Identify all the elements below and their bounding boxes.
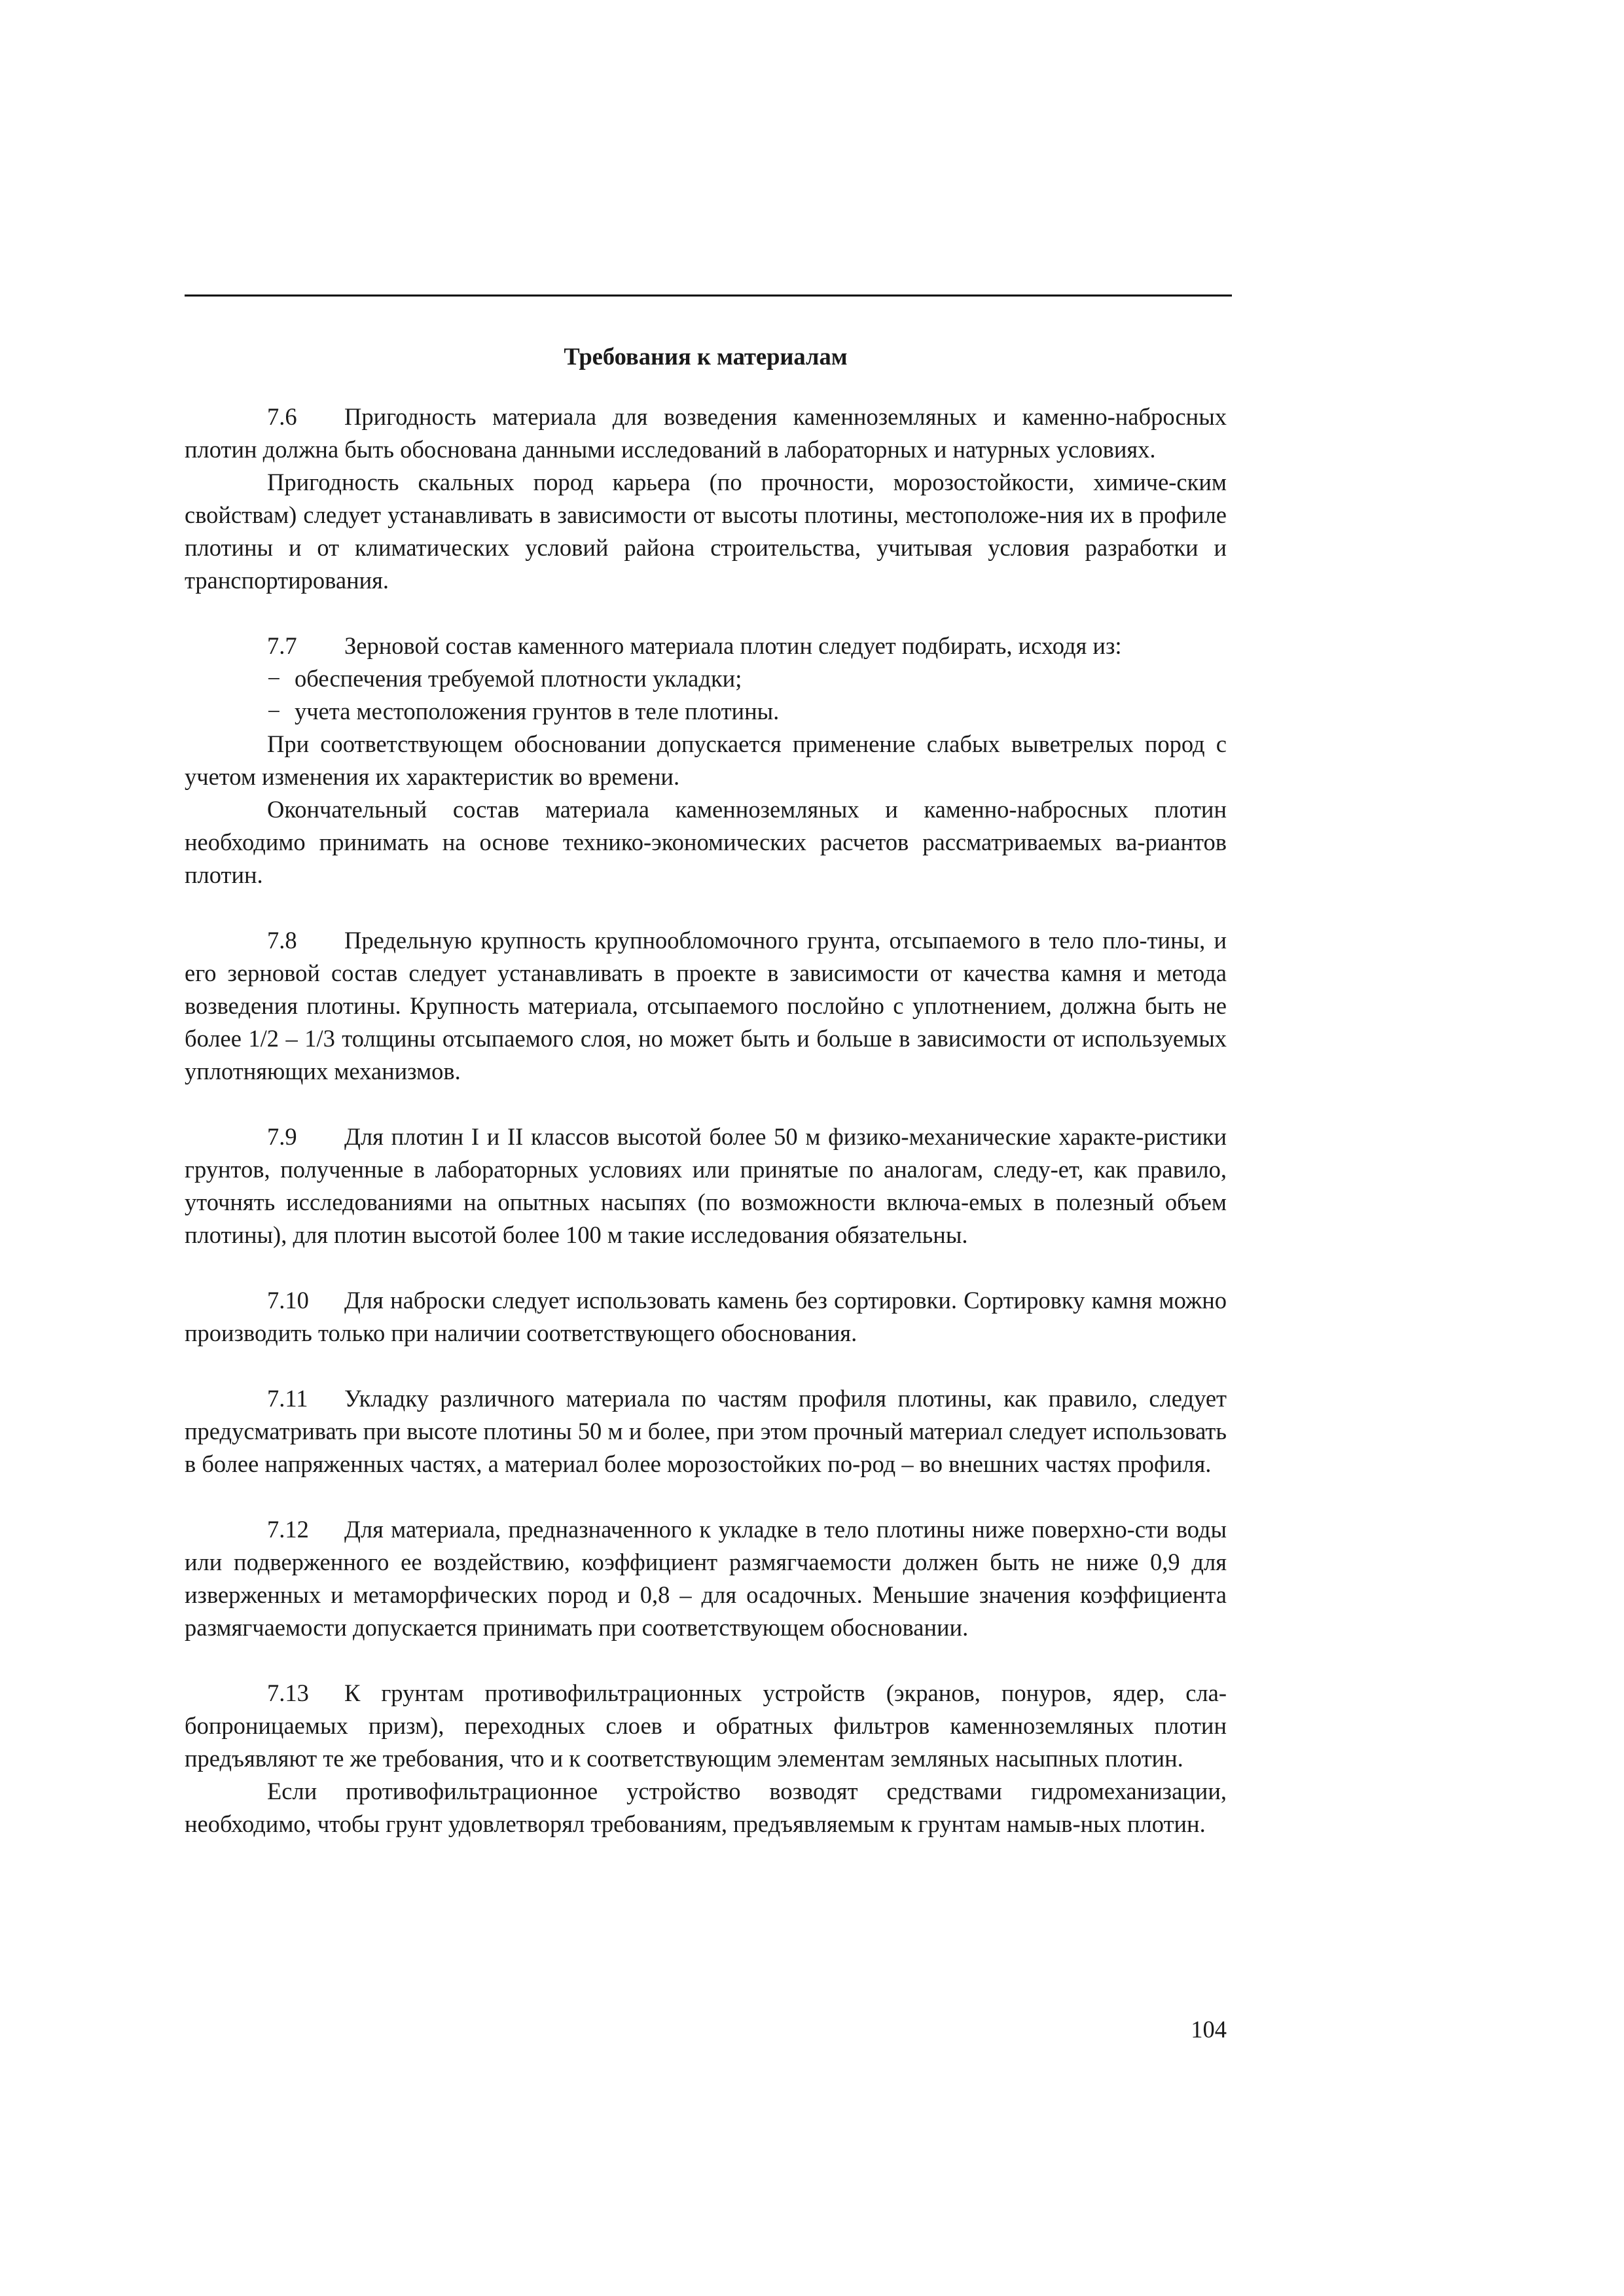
clause-7-12 xyxy=(185,1513,1227,1644)
clause-number: 7.9 xyxy=(267,1123,297,1150)
clause-text: Для материала, предназначенного к укладке в тело плотины ниже поверхно-сти воды или подверженного ее воздействию, коэффициент размягчаемости должен быть не ниже 0,9 для изверженных и метаморфических пород и 0,8 – для осадочных. Меньшие значения коэффициента размягчаемости допускается принимать при соответствующем обосновании. xyxy=(185,1516,1227,1641)
clause-7-7 xyxy=(185,630,1227,662)
clause-7-8 xyxy=(185,924,1227,1088)
clause-number: 7.8 xyxy=(267,927,297,954)
clause-text: Для наброски следует использовать камень без сортировки. Сортировку камня можно производить только при наличии соответствующего обоснования. xyxy=(185,1287,1227,1346)
clause-number: 7.6 xyxy=(267,403,297,430)
paragraph: Если противофильтрационное устройство возводят средствами гидромеханизации, необходимо, чтобы грунт удовлетворял требованиям, предъявляемым к грунтам намыв-ных плотин. xyxy=(185,1778,1227,1837)
clause-7-6 xyxy=(185,401,1227,466)
clause-7-13 xyxy=(185,1677,1227,1775)
page-number: 104 xyxy=(1191,2016,1227,2043)
paragraph: Пригодность скальных пород карьера (по прочности, морозостойкости, химиче-ским свойствам) следует устанавливать в зависимости от высоты плотины, местоположе-ния их в профиле плотины и от климатических условий района строительства, учитывая условия разработки и транспортирования. xyxy=(185,469,1227,594)
clause-number: 7.13 xyxy=(267,1679,309,1706)
clause-text: Для плотин I и II классов высотой более 50 м физико-механические характе-ристики грунтов, полученные в лабораторных условиях или принятые по аналогам, следу-ет, как правило, уточнять исследованиями на опытных насыпях (по возможности включа-емых в полезный объем плотины), для плотин высотой более 100 м такие исследования обязательны. xyxy=(185,1123,1227,1248)
clause-7-9 xyxy=(185,1121,1227,1251)
clause-number: 7.7 xyxy=(267,632,297,659)
dash-bullet: − xyxy=(267,698,281,725)
clause-number: 7.11 xyxy=(267,1385,308,1412)
clause-7-11 xyxy=(185,1382,1227,1480)
clause-7-10 xyxy=(185,1284,1227,1350)
clause-text: Зерновой состав каменного материала плотин следует подбирать, исходя из: xyxy=(344,632,1122,659)
clause-number: 7.10 xyxy=(267,1287,309,1314)
list-item xyxy=(185,695,1227,728)
list-item-text: учета местоположения грунтов в теле плотины. xyxy=(295,698,780,725)
clause-text: Предельную крупность крупнообломочного грунта, отсыпаемого в тело пло-тины, и его зерновой состав следует устанавливать в проекте в зависимости от качества камня и метода возведения плотины. Крупность материала, отсыпаемого послойно с уплотнением, должна быть не более 1/2 – 1/3 толщины отсыпаемого слоя, но может быть и больше в зависимости от используемых уплотняющих механизмов. xyxy=(185,927,1227,1085)
header-rule xyxy=(185,295,1232,296)
document-body xyxy=(185,340,1227,1840)
clause-text: К грунтам противофильтрационных устройств (экранов, понуров, ядер, сла-бопроницаемых призм), переходных слоев и обратных фильтров каменноземляных плотин предъявляют те же требования, что и к соответствующим элементам земляных насыпных плотин. xyxy=(185,1679,1227,1772)
list-item-text: обеспечения требуемой плотности укладки; xyxy=(295,665,742,692)
dash-bullet: − xyxy=(267,665,281,692)
clause-text: Пригодность материала для возведения каменноземляных и каменно-набросных плотин должна быть обоснована данными исследований в лабораторных и натурных условиях. xyxy=(185,403,1227,463)
list-item xyxy=(185,662,1227,695)
clause-number: 7.12 xyxy=(267,1516,309,1543)
paragraph: При соответствующем обосновании допускается применение слабых выветрелых пород с учетом изменения их характеристик во времени. xyxy=(185,730,1227,790)
clause-text: Укладку различного материала по частям профиля плотины, как правило, следует предусматривать при высоте плотины 50 м и более, при этом прочный материал следует использовать в более напряженных частях, а материал более морозостойких по-род – во внешних частях профиля. xyxy=(185,1385,1227,1477)
section-heading: Требования к материалам xyxy=(564,343,848,370)
paragraph: Окончательный состав материала каменноземляных и каменно-набросных плотин необходимо принимать на основе технико-экономических расчетов рассматриваемых ва-риантов плотин. xyxy=(185,796,1227,888)
